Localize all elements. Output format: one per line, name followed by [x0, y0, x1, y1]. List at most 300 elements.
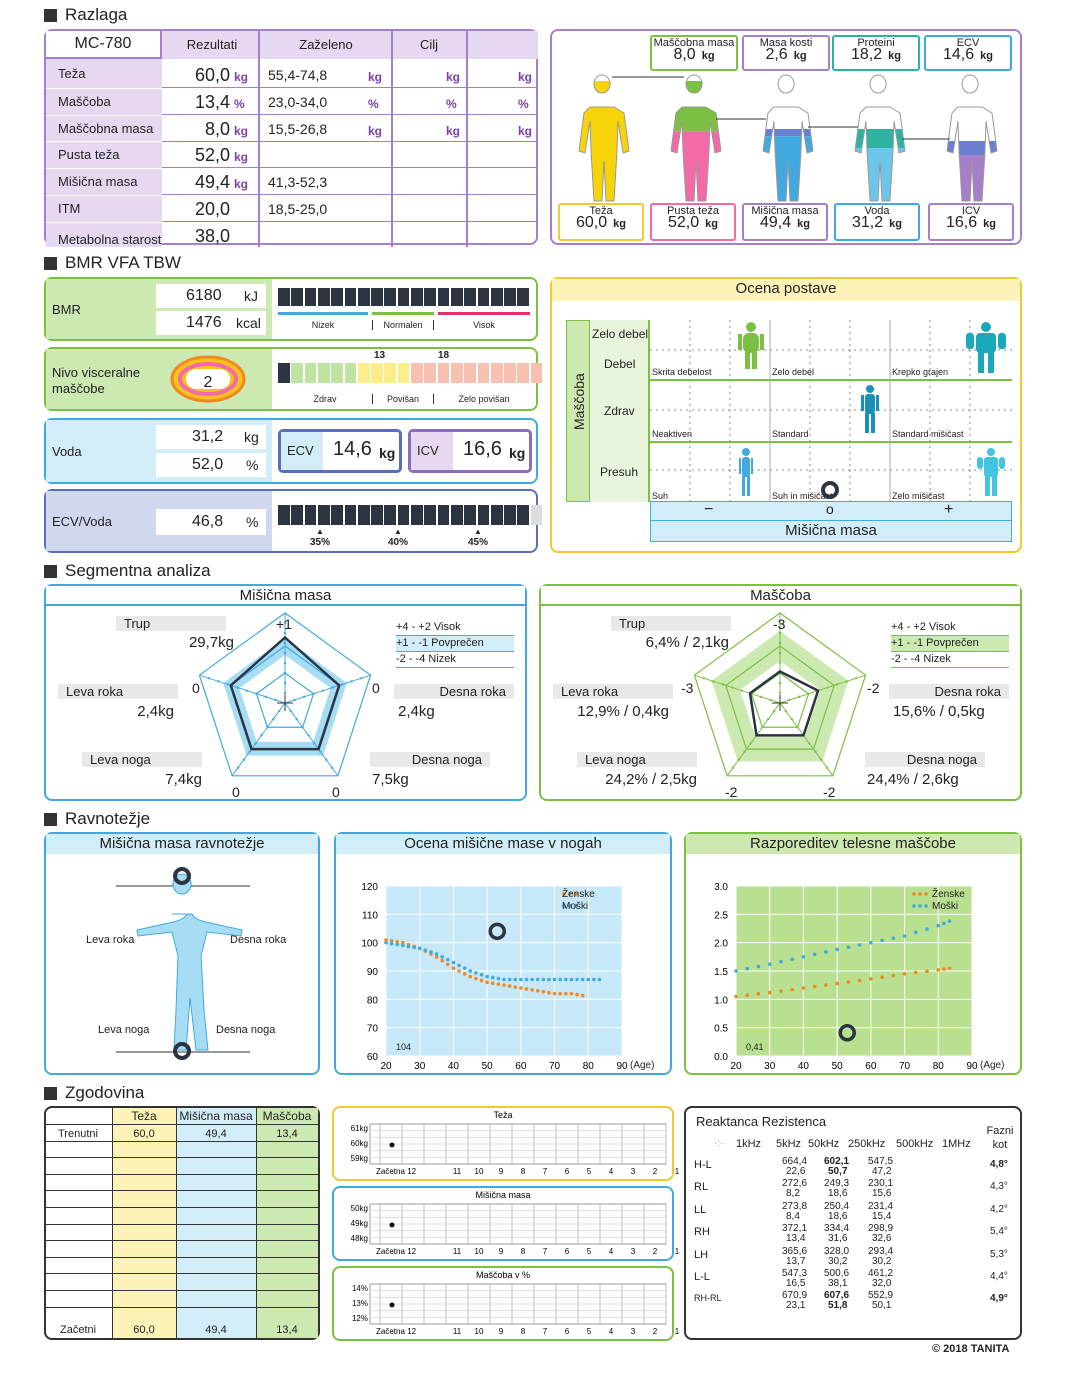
resistance-value: 272,6 — [782, 1178, 808, 1190]
body-figure — [930, 75, 1010, 201]
series-point — [835, 982, 839, 986]
history-point — [390, 1223, 395, 1228]
x-tick: 40 — [797, 1061, 809, 1072]
history-x-tick: 11 — [452, 1327, 462, 1336]
history-x-tick: 10 — [474, 1247, 484, 1256]
x-tick: 20 — [380, 1061, 392, 1072]
resistance-value: 298,9 — [868, 1223, 894, 1235]
series-point — [847, 945, 851, 949]
series-point — [564, 978, 568, 982]
series-point — [491, 981, 495, 985]
comp-top-value: 18,2 — [851, 46, 883, 63]
series-point — [903, 934, 907, 938]
y-tick: 80 — [366, 995, 378, 1007]
row-desired-unit: kg — [368, 123, 383, 138]
series-point — [790, 957, 794, 961]
history-x-tick: 4 — [608, 1167, 614, 1176]
x-tick: 70 — [549, 1061, 561, 1072]
series-point — [446, 958, 450, 962]
series-point — [530, 988, 534, 992]
bmr-panel: BMR 6180 kJ 1476 kcal Nizek Normalen Visok — [44, 277, 538, 341]
reactance-value: 15,4 — [872, 1210, 892, 1222]
history-y-tick: 12% — [351, 1314, 368, 1323]
series-point — [497, 982, 501, 986]
reactance-row-label: RH — [694, 1226, 710, 1239]
comp-top-value: 14,6 — [943, 46, 975, 63]
x-tick: 60 — [865, 1061, 877, 1072]
series-point — [440, 959, 444, 963]
series-point — [734, 995, 738, 999]
comp-top-label: Maščobna masa — [653, 37, 735, 49]
reactance-value: 47,2 — [872, 1166, 892, 1177]
comp-bottom-box: Mišična masa 49,4 kg — [742, 203, 828, 241]
history-fat-chart — [332, 1266, 680, 1341]
row-label: Metabolna starost — [46, 222, 162, 248]
model-name: MC-780 — [46, 31, 162, 59]
x-tick: 50 — [831, 1061, 843, 1072]
series-point — [463, 972, 467, 976]
history-x-tick: Začetna 12 — [375, 1247, 417, 1256]
history-x-tick: 2 — [652, 1247, 658, 1256]
y-tick: 120 — [361, 882, 378, 893]
freq-header: 5kHz — [776, 1138, 802, 1150]
comp-top-value: 2,6 — [765, 46, 788, 63]
body-figure — [746, 75, 826, 201]
freq-header: 50kHz — [808, 1138, 840, 1150]
history-x-tick: 5 — [586, 1167, 592, 1176]
series-point — [457, 969, 461, 973]
water-label: Voda — [52, 444, 82, 459]
y-tick: 0.5 — [714, 1023, 728, 1035]
history-x-tick: 10 — [474, 1327, 484, 1336]
resistance-value: 334,4 — [824, 1223, 850, 1235]
series-point — [440, 955, 444, 959]
history-x-tick: 8 — [520, 1327, 526, 1336]
resistance-value: 552,9 — [868, 1290, 894, 1302]
series-point — [802, 955, 806, 959]
y-tick: 2.5 — [714, 910, 728, 922]
bmr-label: BMR — [52, 302, 81, 317]
history-x-tick: 9 — [498, 1327, 504, 1336]
history-x-tick: 8 — [520, 1247, 526, 1256]
comp-bottom-label: Voda — [864, 205, 890, 217]
row-result: 20,0 — [194, 199, 230, 219]
comp-top-label: Masa kosti — [759, 37, 813, 49]
balance-panel: Mišična masa ravnotežje Leva roka Desna roka Leva noga Desna noga — [44, 832, 320, 1075]
col-results: Rezultati — [186, 37, 238, 52]
posture-x-label: Mišična masa — [650, 520, 1012, 542]
reactance-value: 8,2 — [786, 1188, 800, 1200]
figure-fat-icon — [736, 321, 766, 371]
comp-bottom-label: Pusta teža — [667, 205, 719, 217]
series-point — [502, 983, 506, 987]
series-point — [824, 950, 828, 954]
history-x-tick: 1 — [674, 1327, 680, 1336]
reactance-value: 18,6 — [828, 1188, 848, 1200]
muscle-legend: +4 - +2 Visok +1 - -1 Povprečen -2 - -4 Nizek — [396, 620, 514, 668]
comp-top-value: 8,0 — [673, 46, 696, 63]
series-point — [948, 919, 952, 923]
series-point — [925, 927, 929, 931]
comp-bottom-value: 52,0 — [668, 214, 700, 231]
phase-value: 5,4° — [990, 1226, 1008, 1238]
reactance-row-label: RL — [694, 1181, 709, 1194]
resistance-value: 273,8 — [782, 1200, 808, 1212]
row-desired: 23,0-34,0 — [268, 93, 328, 110]
history-x-tick: 1 — [674, 1167, 680, 1176]
reactance-value: 13,7 — [786, 1255, 806, 1267]
series-point — [598, 978, 602, 982]
series-point — [502, 978, 506, 982]
row-desired: 18,5-25,0 — [268, 201, 328, 217]
series-point — [745, 967, 749, 971]
results-table — [44, 29, 538, 245]
series-point — [813, 953, 817, 957]
history-y-tick: 60kg — [350, 1139, 368, 1148]
x-tick: 30 — [414, 1061, 426, 1072]
series-point — [586, 978, 590, 982]
history-x-tick: 7 — [542, 1327, 548, 1336]
y-tick: 110 — [362, 910, 378, 922]
history-point — [390, 1143, 395, 1148]
history-x-tick: 5 — [586, 1327, 592, 1336]
icv-box: ICV 16,6 kg — [408, 429, 532, 473]
row-unit: kg — [234, 123, 249, 138]
series-point — [858, 979, 862, 983]
fat-distribution-chart — [686, 856, 1020, 1072]
resistance-value: 461,2 — [868, 1268, 894, 1279]
series-point — [914, 931, 918, 935]
series-point — [424, 948, 428, 952]
history-chart-title: Maščoba v % — [475, 1270, 531, 1280]
history-point — [390, 1303, 395, 1308]
figure-muscular-icon — [976, 447, 1006, 499]
series-point — [558, 992, 562, 996]
series-point — [480, 973, 484, 977]
comp-bottom-box: ICV 16,6 kg — [928, 203, 1014, 241]
resistance-value: 607,6 — [824, 1290, 850, 1302]
comp-bottom-value: 60,0 — [576, 214, 608, 231]
series-point — [802, 986, 806, 990]
figure-standard-icon — [860, 384, 880, 436]
series-point — [768, 991, 772, 995]
row-desired: 55,4-74,8 — [268, 67, 328, 83]
row-label: Maščoba — [46, 88, 162, 114]
reactance-value: 30,2 — [872, 1255, 892, 1267]
row-result: 38,0 — [194, 225, 230, 246]
series-point — [513, 978, 517, 982]
muscle-radar — [190, 608, 380, 798]
history-x-tick: 2 — [652, 1167, 658, 1176]
series-point — [542, 990, 546, 994]
reactance-value: 22,6 — [786, 1166, 806, 1177]
comp-top-label: ECV — [956, 37, 980, 49]
series-point — [446, 963, 450, 967]
series-point — [925, 969, 929, 973]
series-point — [936, 968, 940, 972]
history-chart-title: Mišična masa — [475, 1190, 531, 1200]
resistance-value: 664,4 — [782, 1156, 808, 1167]
series-point — [558, 978, 562, 982]
section-balance: Ravnotežje — [44, 809, 150, 829]
water-panel: Voda 31,2 kg 52,0 % ECV 14,6 kg ICV 16,6 kg — [44, 418, 538, 484]
series-point — [835, 948, 839, 952]
series-point — [942, 967, 946, 971]
comp-top-box: Proteini 18,2 kg — [832, 35, 920, 71]
series-point — [452, 961, 456, 965]
series-point — [813, 985, 817, 989]
series-point — [575, 993, 579, 997]
row-unit: kg — [234, 150, 249, 165]
reactance-value: 16,5 — [786, 1278, 806, 1289]
series-point — [480, 979, 484, 983]
comp-bottom-label: ICV — [961, 205, 981, 217]
resistance-value: 670,9 — [782, 1290, 808, 1302]
history-x-tick: 6 — [564, 1327, 570, 1336]
fat-value: 0,41 — [746, 1042, 764, 1052]
history-y-tick: 59kg — [350, 1154, 368, 1163]
history-x-tick: Začetna 12 — [375, 1327, 417, 1336]
balance-figure — [46, 856, 318, 1072]
reactance-value: 32,0 — [872, 1278, 892, 1289]
series-point — [474, 977, 478, 981]
phase-value: 4,3° — [990, 1181, 1008, 1193]
resistance-value: 547,5 — [868, 1156, 894, 1167]
series-point — [757, 965, 761, 969]
row-goal-unit2: kg — [518, 70, 533, 84]
reactance-value: 30,2 — [828, 1255, 848, 1267]
history-x-tick: 5 — [586, 1247, 592, 1256]
history-x-tick: 4 — [608, 1247, 614, 1256]
series-point — [768, 962, 772, 966]
history-weight-chart — [332, 1106, 680, 1181]
resistance-value: 500,6 — [824, 1268, 850, 1279]
series-point — [508, 984, 512, 988]
legs-panel: Ocena mišične mase v nogah 20 30 40 50 60 70 80 90 60 70 80 90 100 110 120 Ženske Moški 104 (Age) — [334, 832, 672, 1075]
series-point — [530, 978, 534, 982]
resistance-value: 250,4 — [824, 1200, 850, 1212]
comp-bottom-box: Teža 60,0 kg — [558, 203, 644, 241]
reactance-row-label: RH-RL — [694, 1293, 722, 1304]
posture-panel: Ocena postave Maščoba Zelo debel Debel Zdrav Presuh Skrita debelost Zelo debel Krepko grajen Neaktiven Standard Standard mišičast Suh Suh in mišičast Zelo mišičast Mišična masa − o + — [550, 277, 1022, 553]
freq-header: 500kHz — [896, 1138, 934, 1150]
figure-strong-icon — [966, 321, 1006, 375]
phase-value: 5,3° — [990, 1248, 1008, 1260]
fat-radar — [685, 608, 875, 798]
series-point — [497, 977, 501, 981]
x-tick: 90 — [966, 1061, 978, 1072]
comp-bottom-box: Pusta teža 52,0 kg — [650, 203, 736, 241]
history-x-tick: 8 — [520, 1167, 526, 1176]
series-point — [547, 991, 551, 995]
series-point — [914, 971, 918, 975]
reactance-row-label: L-L — [694, 1271, 710, 1283]
y-tick: 70 — [366, 1023, 378, 1035]
series-point — [581, 994, 585, 998]
series-point — [542, 978, 546, 982]
x-tick: 40 — [447, 1061, 459, 1072]
series-point — [936, 924, 940, 928]
x-tick: 80 — [932, 1061, 944, 1072]
reactance-value: 23,1 — [786, 1300, 806, 1312]
history-y-tick: 61kg — [350, 1124, 368, 1133]
y-tick: 1.0 — [714, 995, 728, 1007]
series-point — [880, 939, 884, 943]
reactance-value: 15,6 — [872, 1188, 892, 1200]
series-point — [903, 972, 907, 976]
phase-value: 4,8° — [990, 1159, 1008, 1170]
resistance-value: 547,3 — [782, 1268, 808, 1279]
series-point — [824, 983, 828, 987]
y-tick: 0.0 — [714, 1052, 728, 1063]
reactance-value: 8,4 — [786, 1210, 800, 1222]
resistance-value: 249,3 — [824, 1178, 850, 1190]
section-history: Zgodovina — [44, 1083, 144, 1103]
y-tick: 2.0 — [714, 938, 728, 950]
history-y-tick: 49kg — [350, 1219, 368, 1228]
history-x-tick: 11 — [452, 1167, 462, 1176]
series-point — [435, 952, 439, 956]
resistance-value: 602,1 — [824, 1156, 850, 1167]
copyright: © 2018 TANITA — [932, 1343, 1010, 1355]
series-point — [745, 993, 749, 997]
col-goal: Cilj — [419, 37, 439, 52]
col-desired: Zaželeno — [299, 37, 353, 52]
series-point — [452, 966, 456, 970]
row-desired-unit: kg — [368, 70, 383, 84]
posture-grid — [650, 320, 1012, 504]
series-point — [474, 971, 478, 975]
series-point — [407, 945, 411, 949]
comp-top-box: Maščobna masa 8,0 kg — [650, 35, 738, 71]
history-x-tick: 6 — [564, 1247, 570, 1256]
segment-muscle-panel: Mišična masa Trup 29,7kg Leva roka 2,4kg Desna roka 2,4kg Leva noga 7,4kg Desna noga 7,5kg +1 0 0 0 0 +4 - +2 Visok +1 - -1 Povprečen -2 - -4 Nizek — [44, 584, 527, 801]
section-segment: Segmentna analiza — [44, 561, 211, 581]
row-label: Teža — [58, 66, 86, 81]
posture-marker — [819, 479, 841, 501]
series-point — [547, 978, 551, 982]
resistance-value: 372,1 — [782, 1223, 808, 1235]
series-point — [513, 985, 517, 989]
row-unit: % — [234, 96, 245, 111]
history-y-tick: 50kg — [350, 1204, 368, 1213]
comp-top-box: ECV 14,6 kg — [924, 35, 1012, 71]
posture-y-label: Maščoba — [571, 373, 587, 430]
vfa-label: Nivo visceralne maščobe — [52, 365, 141, 396]
history-x-tick: 2 — [652, 1327, 658, 1336]
freq-header: 1kHz — [736, 1138, 762, 1150]
series-point — [592, 978, 596, 982]
reactance-panel: Reaktanca Rezistenca Fazni kot ·:· 1kHz 5kHz 50kHz 250kHz 500kHz 1MHz H-L 664,4 602,1 547,5 22,6 50,7 47,2 4,8° RL 272,6 249,3 230,1 8,2 18,6 15,6 4,3° LL 273,8 250,4 231,4 8,4 18,6 15,4 4,2° RH 372,1 334,4 298,9 13,4 31,6 32,6 5,4° LH 365,6 328,0 293,4 13,7 30,2 30,2 5,3° L-L 547,3 500,6 461,2 16,5 38,1 32,0 4,4° RH-RL 670,9 607,6 552,9 23,1 51,8 50,1 4,9° — [684, 1106, 1022, 1340]
legs-value: 104 — [396, 1042, 412, 1052]
x-tick: 50 — [481, 1061, 493, 1072]
ecv-box: ECV 14,6 kg — [278, 429, 402, 473]
figure-thin-icon — [738, 447, 754, 499]
comp-bottom-label: Teža — [589, 205, 613, 217]
row-desired: 15,5-26,8 — [268, 120, 328, 137]
resistance-value: 293,4 — [868, 1245, 894, 1257]
comp-bottom-box: Voda 31,2 kg — [834, 203, 920, 241]
row-result: 13,4 — [194, 91, 230, 112]
series-point — [847, 980, 851, 984]
history-x-tick: 3 — [630, 1167, 636, 1176]
series-point — [942, 922, 946, 926]
reactance-value: 38,1 — [828, 1278, 848, 1289]
history-x-tick: 9 — [498, 1167, 504, 1176]
series-point — [429, 950, 433, 954]
history-y-tick: 14% — [351, 1284, 368, 1293]
freq-header: 250kHz — [848, 1138, 886, 1150]
body-figure — [838, 75, 918, 201]
series-point — [948, 967, 952, 971]
series-point — [390, 942, 394, 946]
row-goal-unit2: kg — [518, 123, 533, 138]
series-point — [581, 978, 585, 982]
series-point — [384, 941, 388, 945]
history-x-tick: 7 — [542, 1247, 548, 1256]
reactance-row-label: LL — [694, 1203, 707, 1216]
reactance-value: 51,8 — [828, 1300, 848, 1312]
series-point — [536, 978, 540, 982]
row-label: Pusta teža — [46, 141, 162, 167]
row-label: ITM — [46, 195, 162, 221]
bmr-kcal: 1476 — [186, 314, 222, 331]
series-point — [734, 969, 738, 973]
x-tick: 30 — [764, 1061, 776, 1072]
series-point — [570, 992, 574, 996]
history-x-tick: 4 — [608, 1327, 614, 1336]
row-goal-unit: kg — [446, 70, 461, 84]
body-figure — [562, 75, 642, 201]
section-bmr: BMR VFA TBW — [44, 253, 181, 273]
series-point — [525, 987, 529, 991]
series-point — [564, 992, 568, 996]
history-x-tick: 6 — [564, 1167, 570, 1176]
bmr-kj: 6180 — [186, 287, 222, 304]
series-point — [457, 964, 461, 968]
fat-distribution-panel: Razporeditev telesne maščobe 20 30 40 50 60 70 80 90 0.0 0.5 1.0 1.5 2.0 2.5 3.0 Ženske Moški 0,41 (Age) — [684, 832, 1022, 1075]
body-figure — [654, 75, 734, 201]
series-point — [858, 943, 862, 947]
reactance-value: 31,6 — [828, 1233, 848, 1245]
series-point — [395, 943, 399, 947]
resistance-value: 365,6 — [782, 1245, 808, 1257]
segment-fat-panel: Maščoba Trup 6,4% / 2,1kg Leva roka 12,9% / 0,4kg Desna roka 15,6% / 0,5kg Leva noga 24,2% / 2,5kg Desna noga 24,4% / 2,6kg -3 -3 -2 -2 -2 +4 - +2 Visok +1 - -1 Povprečen -2 - -4 Nizek — [539, 584, 1022, 801]
reactance-row-label: H-L — [694, 1159, 712, 1171]
y-tick: 90 — [366, 967, 378, 978]
history-x-tick: 3 — [630, 1247, 636, 1256]
series-point — [779, 989, 783, 993]
row-desired-unit: % — [368, 96, 379, 111]
series-point — [463, 966, 467, 970]
history-table: Teža Mišična masa Maščoba Trenutni 60,0 49,4 13,4 Začetni 60,0 49,4 13,4 — [44, 1106, 320, 1340]
series-point — [418, 947, 422, 951]
x-tick: 70 — [899, 1061, 911, 1072]
series-point — [757, 992, 761, 996]
series-point — [491, 976, 495, 980]
x-tick: 90 — [616, 1061, 628, 1072]
row-goal-unit2: % — [518, 96, 529, 111]
row-label: Mišična masa — [46, 168, 162, 194]
history-muscle-chart — [332, 1186, 680, 1261]
series-point — [570, 978, 574, 982]
history-x-tick: 10 — [474, 1167, 484, 1176]
comp-bottom-value: 31,2 — [852, 214, 884, 231]
fat-legend: +4 - +2 Visok +1 - -1 Povprečen -2 - -4 Nizek — [891, 620, 1009, 668]
series-point — [536, 989, 540, 993]
series-point — [892, 936, 896, 940]
row-desired: 41,3-52,3 — [268, 174, 328, 191]
